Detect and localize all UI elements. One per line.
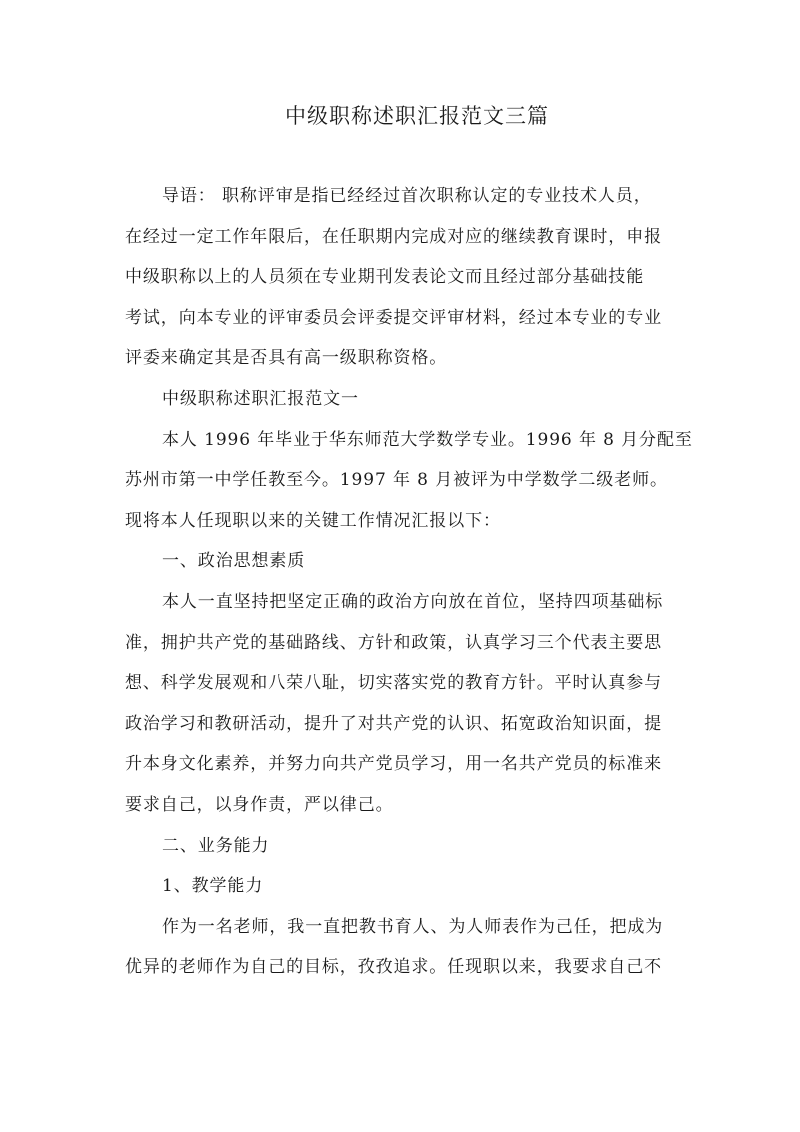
document-body [125, 176, 693, 988]
body-line: 本人一直坚持把坚定正确的政治方向放在首位，坚持四项基础标 [162, 591, 664, 612]
body-line: 准，拥护共产党的基础路线、方针和政策，认真学习三个代表主要思 [125, 632, 662, 653]
body-line: 在经过一定工作年限后，在任职期内完成对应的继续教育课时，申报 [125, 226, 662, 247]
subsection-heading: 1、教学能力 [162, 876, 264, 897]
document-title: 中级职称述职汇报范文三篇 [285, 104, 549, 128]
body-line: 优异的老师作为自己的目标，孜孜追求。任现职以来，我要求自己不 [125, 957, 662, 978]
body-line: 考试，向本专业的评审委员会评委提交评审材料，经过本专业的专业 [125, 307, 662, 328]
body-line: 苏州市第一中学任教至今。1997 年 8 月被评为中学数学二级老师。 [125, 470, 668, 491]
section-heading: 二、业务能力 [162, 835, 270, 856]
body-line: 作为一名老师，我一直把教书育人、为人师表作为己任，把成为 [162, 916, 664, 937]
body-line: 导语： 职称评审是指已经经过首次职称认定的专业技术人员， [162, 186, 652, 206]
body-line: 评委来确定其是否具有高一级职称资格。 [125, 348, 448, 369]
body-line: 政治学习和教研活动，提升了对共产党的认识、拓宽政治知识面，提 [125, 713, 662, 734]
section-heading: 中级职称述职汇报范文一 [162, 388, 359, 409]
body-line: 想、科学发展观和八荣八耻，切实落实党的教育方针。平时认真参与 [125, 673, 662, 694]
body-line: 本人 1996 年毕业于华东师范大学数学专业。1996 年 8 月分配至 [162, 429, 693, 450]
body-line: 现将本人任现职以来的关键工作情况汇报以下： [125, 510, 501, 531]
body-line: 升本身文化素养，并努力向共产党员学习，用一名共产党员的标准来 [125, 754, 662, 775]
body-line: 要求自己，以身作责，严以律己。 [125, 794, 394, 815]
section-heading: 一、政治思想素质 [162, 551, 306, 572]
body-line: 中级职称以上的人员须在专业期刊发表论文而且经过部分基础技能 [125, 267, 645, 288]
